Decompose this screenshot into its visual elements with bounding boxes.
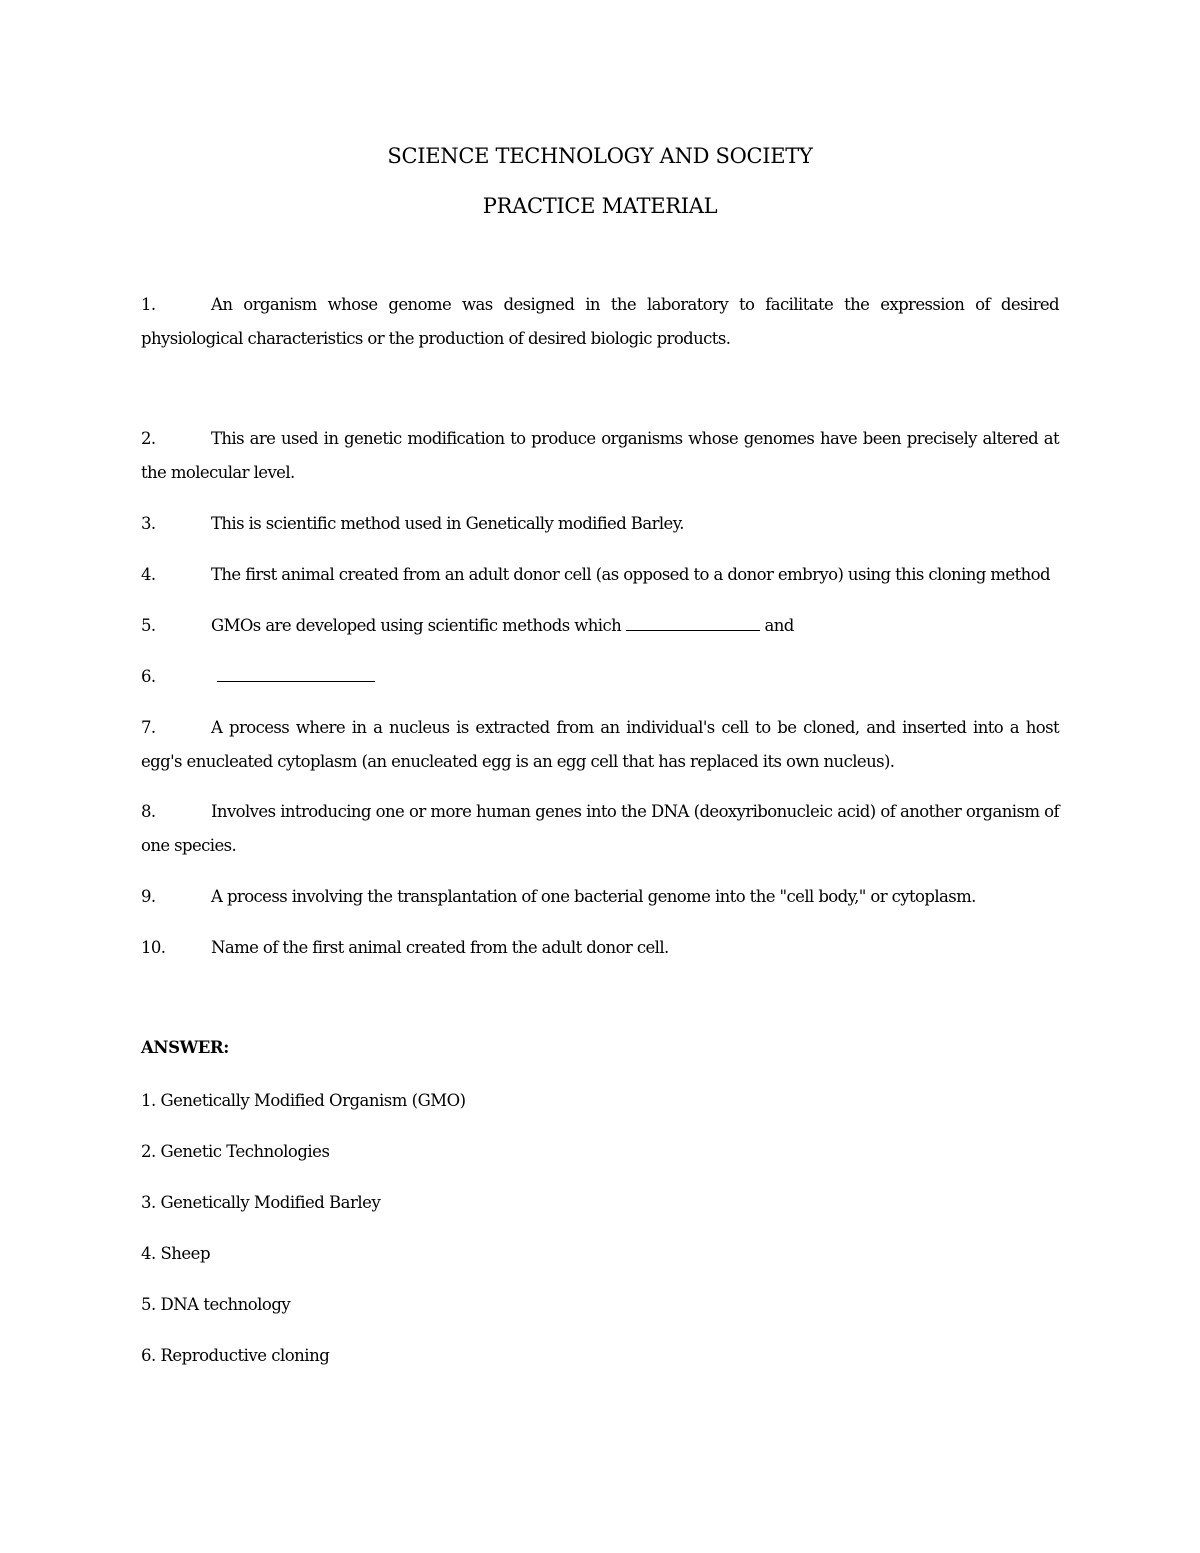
answer-heading: ANSWER: [141, 1038, 229, 1057]
question-text: An organism whose genome was designed in the laboratory to facilitate the expression of desired physiological characteristics or the production of desired biologic products. [141, 295, 1059, 348]
question-number: 2. [141, 429, 156, 448]
question-text-after-blank: and [764, 616, 794, 635]
question-text: GMOs are developed using scientific methods which [211, 616, 622, 635]
question-number: 4. [141, 565, 156, 584]
answer-item: 3. Genetically Modified Barley [141, 1193, 381, 1212]
question-number: 9. [141, 887, 156, 906]
question-item [141, 507, 1059, 541]
question-item [141, 880, 1059, 914]
question-item [141, 288, 1059, 356]
question-number: 5. [141, 616, 156, 635]
question-item [141, 711, 1059, 779]
question-item [141, 795, 1059, 863]
question-item [141, 558, 1059, 592]
answer-item: 4. Sheep [141, 1244, 211, 1263]
question-item [141, 609, 1059, 643]
document-subtitle: PRACTICE MATERIAL [482, 194, 718, 218]
answer-item: 1. Genetically Modified Organism (GMO) [141, 1091, 466, 1110]
question-text: A process where in a nucleus is extracted from an individual's cell to be cloned, and inserted into a host egg's enucleated cytoplasm (an enucleated egg is an egg cell that has replaced its own nucleus). [141, 718, 1059, 771]
question-text: The first animal created from an adult donor cell (as opposed to a donor embryo) using this cloning method [211, 565, 1050, 584]
answer-blank [626, 616, 760, 631]
question-number: 8. [141, 802, 156, 821]
question-item [141, 660, 1059, 694]
question-item [141, 931, 1059, 965]
question-text: Name of the first animal created from the adult donor cell. [211, 938, 669, 957]
question-number: 6. [141, 667, 156, 686]
answer-blank [217, 667, 375, 682]
question-text: This is scientific method used in Genetically modified Barley. [211, 514, 684, 533]
question-text: A process involving the transplantation of one bacterial genome into the "cell body," or cytoplasm. [211, 887, 976, 906]
question-text: This are used in genetic modification to produce organisms whose genomes have been precisely altered at the molecular level. [141, 429, 1059, 482]
question-number: 3. [141, 514, 156, 533]
question-number: 7. [141, 718, 156, 737]
question-text: Involves introducing one or more human genes into the DNA (deoxyribonucleic acid) of another organism of one species. [141, 802, 1059, 855]
document-title: SCIENCE TECHNOLOGY AND SOCIETY [387, 144, 813, 168]
answer-item: 6. Reproductive cloning [141, 1346, 330, 1365]
answer-item: 2. Genetic Technologies [141, 1142, 330, 1161]
answer-item: 5. DNA technology [141, 1295, 291, 1314]
question-item [141, 422, 1059, 490]
question-number: 10. [141, 938, 166, 957]
question-number: 1. [141, 295, 156, 314]
